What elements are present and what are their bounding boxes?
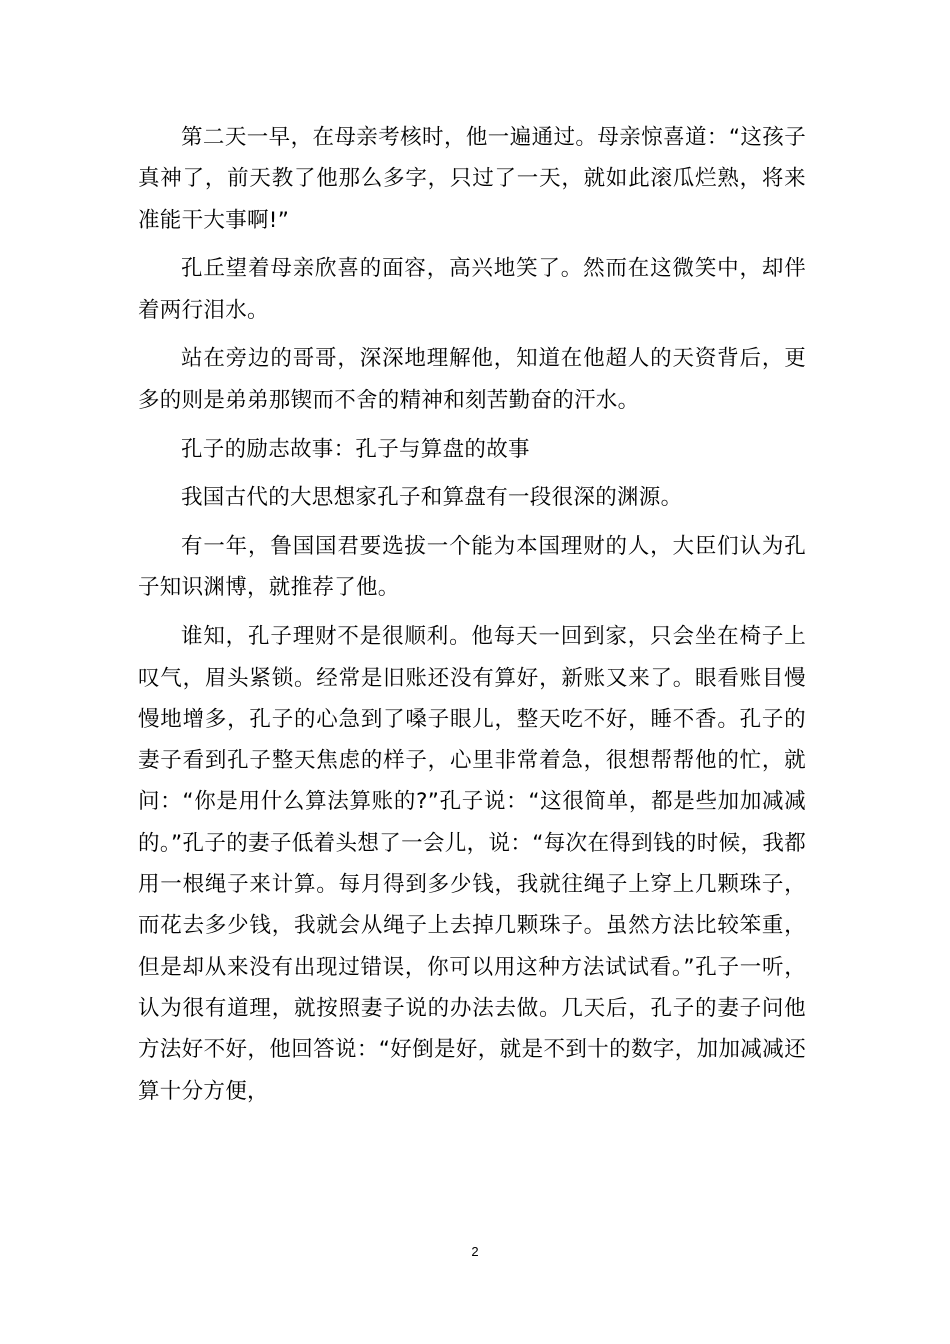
- paragraph-4: 我国古代的大思想家孔子和算盘有一段很深的渊源。: [181, 485, 683, 511]
- body-text: [138, 117, 806, 1119]
- paragraph-1: 第二天一早，在母亲考核时，他一遍通过。母亲惊喜道：“这孩子真神了，前天教了他那么多字，只过了一天，就如此滚瓜烂熟，将来准能干大事啊!”: [138, 125, 806, 233]
- paragraph-6: 谁知，孔子理财不是很顺利。他每天一回到家，只会坐在椅子上叹气，眉头紧锁。经常是旧账还没有算好，新账又来了。眼看账目慢慢地增多，孔子的心急到了嗓子眼儿，整天吃不好，睡不香。孔子的妻子看到孔子整天焦虑的样子，心里非常着急，很想帮帮他的忙，就问：“你是用什么算法算账的?”孔子说：“这很简单，都是些加加减减的。”孔子的妻子低着头想了一会儿，说：“每次在得到钱的时候，我都用一根绳子来计算。每月得到多少钱，我就往绳子上穿上几颗珠子，而花去多少钱，我就会从绳子上去掉几颗珠子。虽然方法比较笨重，但是却从来没有出现过错误，你可以用这种方法试试看。”孔子一听，认为很有道理，就按照妻子说的办法去做。几天后，孔子的妻子问他方法好不好，他回答说：“好倒是好，就是不到十的数字，加加减减还算十分方便，: [138, 624, 806, 1104]
- paragraph-5: 有一年，鲁国国君要选拔一个能为本国理财的人，大臣们认为孔子知识渊博，就推荐了他。: [138, 534, 806, 601]
- page-number: 2: [471, 1244, 479, 1259]
- section-heading: 孔子的励志故事：孔子与算盘的故事: [181, 436, 530, 462]
- paragraph-2: 孔丘望着母亲欣喜的面容，高兴地笑了。然而在这微笑中，却伴着两行泪水。: [138, 256, 806, 323]
- paragraph-3: 站在旁边的哥哥，深深地理解他，知道在他超人的天资背后，更多的则是弟弟那锲而不舍的精神和刻苦勤奋的汗水。: [138, 346, 806, 413]
